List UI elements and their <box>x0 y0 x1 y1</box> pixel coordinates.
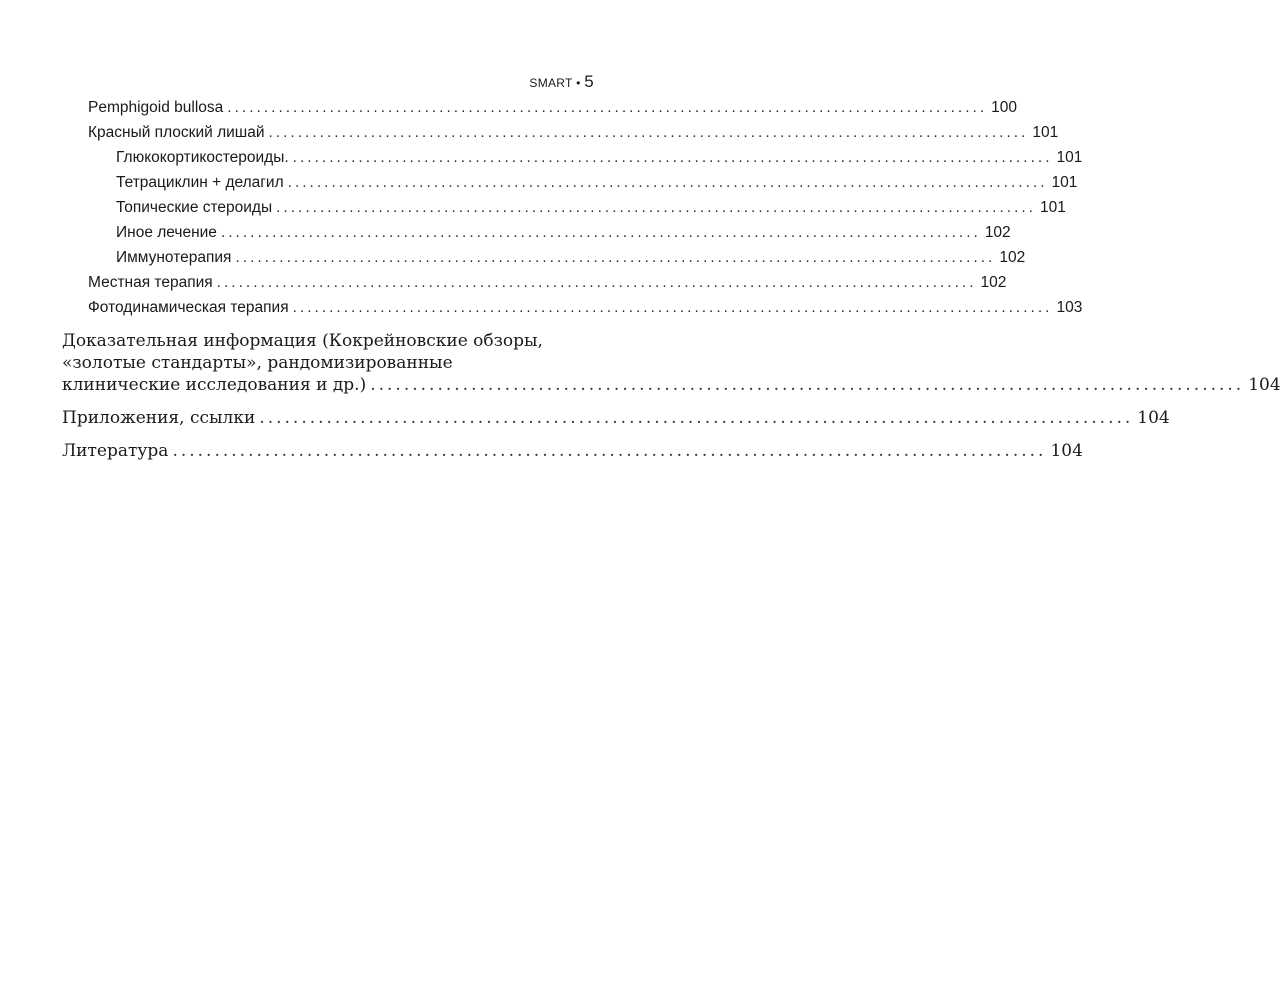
toc-entry-page: 102 <box>984 224 1011 241</box>
toc-chapter-literature <box>62 440 1083 462</box>
dot-leader: ........................................................................................................ <box>287 174 1048 191</box>
dot-leader: ........................................................................................................ <box>268 124 1029 141</box>
toc-entry-page: 104 <box>1050 441 1083 461</box>
dot-leader: ........................................................................................................ <box>220 224 981 241</box>
toc-entry <box>62 270 1007 295</box>
toc-chapter-title-line: Доказательная информация (Кокрейновские обзоры, <box>62 331 543 351</box>
toc-entry <box>62 374 1281 396</box>
toc-entry-title: Приложения, ссылки <box>62 408 256 428</box>
dot-leader: ........................................................................................................ <box>259 408 1134 428</box>
toc-entry-page: 101 <box>1051 174 1078 191</box>
toc-entry-page: 104 <box>1137 408 1170 428</box>
toc-entry-title: Глюкокортикостероиды. <box>116 149 289 166</box>
toc-entry-page: 101 <box>1040 199 1066 216</box>
dot-leader: ........................................................................................................ <box>276 199 1036 216</box>
toc-entry <box>62 170 1078 195</box>
toc-entry <box>62 220 1011 245</box>
toc-entry-title: Красный плоский лишай <box>88 124 265 141</box>
running-title: SMART • <box>529 76 581 90</box>
toc-entry-title: Фотодинамическая терапия <box>88 299 289 316</box>
toc-entry-title: Иммунотерапия <box>116 249 232 266</box>
running-head <box>529 72 594 92</box>
dot-leader: ........................................................................................................ <box>235 249 996 266</box>
toc-entry <box>62 245 1026 270</box>
toc-entry <box>62 295 1083 320</box>
dot-leader: ........................................................................................................ <box>172 441 1047 461</box>
toc-entry-title: Местная терапия <box>88 274 213 291</box>
toc-chapter-title-line: клинические исследования и др.) <box>62 375 367 395</box>
toc-entry-page: 102 <box>980 274 1007 291</box>
toc-chapter-title-line: «золотые стандарты», рандомизированные <box>62 353 453 373</box>
dot-leader: ........................................................................................................ <box>227 99 988 116</box>
toc-entry-page: 104 <box>1248 375 1281 395</box>
page-number: 5 <box>584 72 594 91</box>
toc-entry-page: 100 <box>991 99 1018 116</box>
toc-entry <box>62 95 1018 120</box>
toc-entry-title: Топические стероиды <box>116 199 273 216</box>
toc-entry-title: Иное лечение <box>116 224 217 241</box>
toc-chapter-evidence <box>62 330 1281 396</box>
toc-entry-title: Литература <box>62 441 169 461</box>
dot-leader: ........................................................................................................ <box>292 149 1053 166</box>
toc-entry <box>62 195 1066 220</box>
dot-leader: ........................................................................................................ <box>216 274 977 291</box>
toc-entry-title: Pemphigoid bullosa <box>88 99 224 116</box>
toc-entry <box>62 120 1059 145</box>
toc-chapter-appendix <box>62 407 1170 429</box>
toc-entry-page: 102 <box>999 249 1026 266</box>
toc-entry <box>62 145 1083 170</box>
toc-entry-page: 103 <box>1056 299 1083 316</box>
dot-leader: ........................................................................................................ <box>370 375 1245 395</box>
toc-entry-page: 101 <box>1032 124 1059 141</box>
toc-entry-page: 101 <box>1056 149 1083 166</box>
toc-entry-title: Тетрациклин + делагил <box>116 174 284 191</box>
dot-leader: ........................................................................................................ <box>292 299 1053 316</box>
table-of-contents <box>62 95 1281 462</box>
